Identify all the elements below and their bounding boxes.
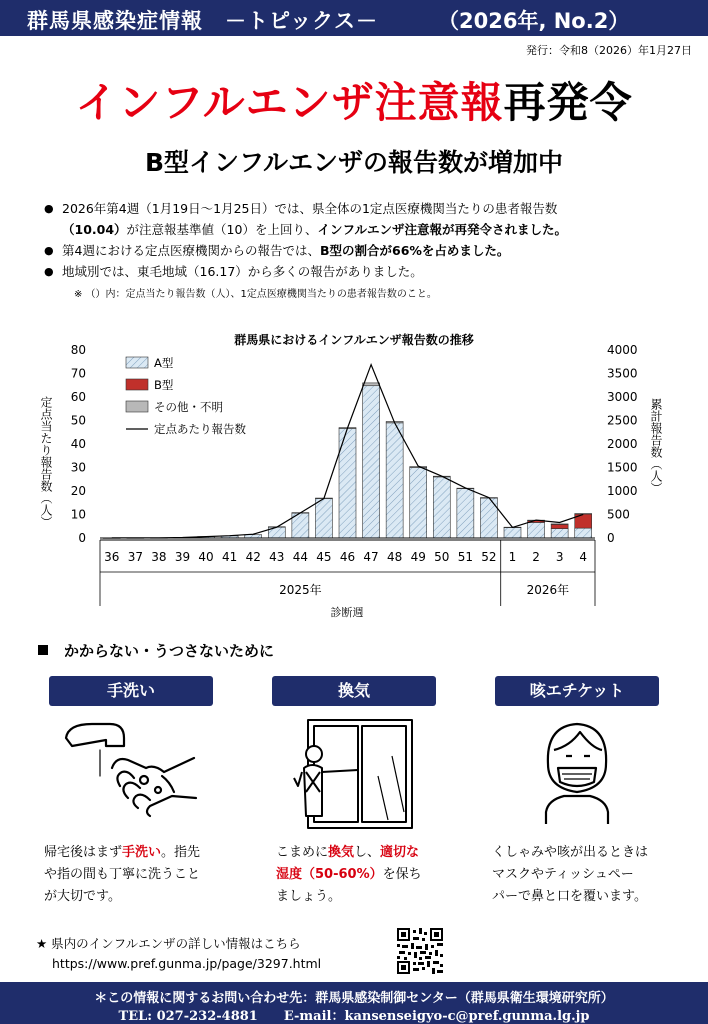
y-left-tick-label: 0 (78, 531, 86, 545)
x-tick-label: 49 (410, 550, 426, 564)
bar-type-a (575, 528, 592, 538)
bullet-1 (44, 198, 684, 240)
y-left-tick-label: 20 (70, 484, 86, 498)
qr-code-icon[interactable] (397, 928, 443, 974)
summary-bullets (44, 198, 684, 305)
y-right-tick-label: 2000 (607, 437, 638, 451)
influenza-trend-chart (0, 328, 708, 618)
y-right-tick-label: 4000 (607, 343, 638, 357)
x-tick-label: 44 (292, 550, 308, 564)
x-tick-label: 4 (579, 550, 588, 564)
y-left-tick-label: 70 (70, 366, 86, 381)
vent-desc-emphasis-2: 適切な (380, 845, 420, 860)
bullet-1-mid: が注意報基準値（10）を上回り、 (126, 222, 318, 237)
footer-contact: ＊この情報に関するお問い合わせ先：群馬県感染制御センター（群馬県衛生環境研究所） (94, 991, 614, 1006)
bullet-1-line1: 2026年第4週（1月19日～1月25日）では、県全体の1定点医療機関当たりの患者報告数 (62, 201, 558, 216)
bar-type-a (433, 477, 450, 538)
tag-handwash: 手洗い (49, 676, 213, 706)
footnote: ※ （）内：定点当たり報告数（人）、1定点医療機関当たりの患者報告数のこと。 (74, 289, 437, 300)
x-tick-label: 45 (316, 550, 332, 564)
top-banner (0, 0, 708, 36)
vent-desc-2b: を保ち (382, 867, 422, 882)
handwash-icon (62, 716, 202, 826)
y-right-tick-label: 500 (607, 507, 630, 522)
legend-type-a-swatch (126, 357, 148, 368)
vent-desc-1c: し、 (354, 845, 381, 860)
headline-alert: インフルエンザ注意報 (75, 78, 504, 127)
chart-container (0, 328, 708, 618)
y-left-tick-label: 60 (70, 390, 86, 404)
x-tick-label: 37 (127, 550, 143, 564)
y-right-axis-label: 累計報告数（人） (649, 398, 663, 494)
y-left-tick-label: 10 (70, 507, 86, 522)
x-tick-label: 38 (151, 550, 167, 564)
cough-desc-3: パーで鼻と口を覆います。 (492, 889, 647, 904)
info-url-link[interactable]: https://www.pref.gunma.jp/page/3297.html (52, 956, 322, 971)
vent-desc-humidity: 湿度（50-60%） (276, 867, 383, 882)
cough-description (492, 842, 648, 908)
bar-type-a (551, 529, 568, 538)
bar-type-a (480, 498, 497, 538)
x-tick-label: 51 (457, 550, 473, 564)
subheadline: B型インフルエンザの報告数が増加中 (144, 148, 564, 177)
x-tick-label: 42 (245, 550, 261, 564)
vent-desc-1a: こまめに (276, 845, 329, 860)
y-right-tick-label: 2500 (607, 413, 638, 428)
x-tick-label: 48 (387, 550, 403, 564)
x-tick-label: 3 (555, 550, 564, 564)
handwash-desc-1c: 。指先 (161, 845, 201, 860)
legend-type-other-swatch (126, 401, 148, 412)
x-tick-label: 43 (269, 550, 285, 564)
year-label-2025: 2025年 (279, 583, 322, 597)
bar-type-a (528, 522, 545, 538)
bar-type-a (504, 528, 521, 538)
bullet-2-text: 第4週における定点医療機関からの報告では、 (62, 243, 320, 258)
y-left-tick-label: 80 (70, 343, 86, 357)
bar-type-other (551, 524, 568, 525)
cough-desc-2: マスクやティッシュペー (492, 867, 634, 882)
ventilation-icon (292, 716, 416, 832)
handwash-desc-3: が大切です。 (44, 889, 121, 904)
vent-desc-emphasis-1: 換気 (328, 845, 355, 860)
bullet-1-value: （10.04） (62, 222, 127, 237)
banner-issue: （2026年, No.2） (438, 9, 630, 33)
chart-title: 群馬県におけるインフルエンザ報告数の推移 (234, 333, 474, 347)
legend-type-b-swatch (126, 379, 148, 390)
footer (0, 982, 708, 1024)
bar-type-b (551, 524, 568, 528)
handwash-desc-2: や指の間も丁寧に洗うこと (44, 867, 201, 882)
y-right-tick-label: 0 (607, 531, 615, 545)
prevention-title (38, 640, 274, 661)
handwash-desc-1a: 帰宅後はまず (44, 845, 123, 860)
x-tick-label: 39 (174, 550, 191, 564)
headline-reissue: 再発令 (503, 78, 633, 127)
legend-type-other: その他・不明 (154, 400, 223, 414)
bullet-2 (44, 240, 684, 261)
x-tick-label: 47 (363, 550, 379, 564)
y-left-tick-label: 50 (70, 413, 86, 428)
y-right-tick-label: 1000 (607, 484, 638, 498)
handwash-description (44, 842, 200, 908)
prevention-title-text: かからない・うつさないために (64, 642, 275, 660)
x-tick-label: 36 (104, 550, 120, 564)
x-tick-label: 41 (222, 550, 238, 564)
bullet-2-emphasis: B型の割合が66%を占めました。 (319, 243, 510, 258)
y-right-tick-label: 3500 (607, 366, 638, 381)
tag-ventilation: 換気 (272, 676, 436, 706)
x-tick-label: 40 (198, 550, 214, 564)
tag-cough-etiquette: 咳エチケット (495, 676, 659, 706)
issue-date: 発行：令和8（2026）年1月27日 (526, 44, 692, 57)
bar-type-other (363, 383, 380, 386)
bullet-1-emphasis: インフルエンザ注意報が再発令されました。 (317, 222, 567, 237)
bar-type-a (457, 489, 474, 538)
x-tick-label: 1 (508, 550, 517, 564)
legend-type-b: B型 (154, 378, 174, 392)
y-left-tick-label: 30 (70, 460, 86, 475)
legend-line: 定点あたり報告数 (154, 422, 246, 436)
bar-type-a (386, 423, 403, 538)
bar-type-a (315, 499, 332, 538)
footer-tel-email: TEL: 027-232-4881 E-mail：kansenseigyo-c@pref.gunma.lg.jp (118, 1009, 590, 1024)
info-block (36, 934, 321, 974)
handwash-desc-emphasis: 手洗い (122, 845, 162, 860)
y-right-tick-label: 1500 (607, 460, 638, 475)
x-tick-label: 2 (532, 550, 540, 564)
banner-title: 群馬県感染症情報 －トピックス－ (27, 9, 378, 33)
bullet-3 (44, 261, 684, 282)
x-tick-label: 50 (434, 550, 450, 564)
legend-type-a: A型 (154, 356, 174, 370)
mask-icon (540, 716, 614, 826)
x-axis-label: 診断週 (330, 606, 364, 618)
bar-type-other (575, 514, 592, 515)
vent-desc-3: ましょう。 (276, 889, 342, 904)
y-left-tick-label: 40 (70, 437, 86, 451)
y-left-axis-label: 定点当たり報告数（人） (39, 396, 53, 528)
x-tick-label: 52 (481, 550, 497, 564)
bar-type-a (410, 468, 427, 539)
bar-type-a (363, 386, 380, 538)
cough-desc-1: くしゃみや咳が出るときは (492, 845, 649, 860)
bullet-3-text: 地域別では、東毛地域（16.17）から多くの報告がありました。 (62, 264, 423, 279)
square-bullet-icon (38, 645, 48, 655)
ventilation-description (276, 842, 422, 908)
info-text: ★ 県内のインフルエンザの詳しい情報はこちら (36, 936, 301, 951)
headline (0, 70, 708, 130)
y-right-tick-label: 3000 (607, 390, 638, 404)
year-label-2026: 2026年 (526, 583, 570, 597)
x-tick-label: 46 (339, 550, 356, 564)
